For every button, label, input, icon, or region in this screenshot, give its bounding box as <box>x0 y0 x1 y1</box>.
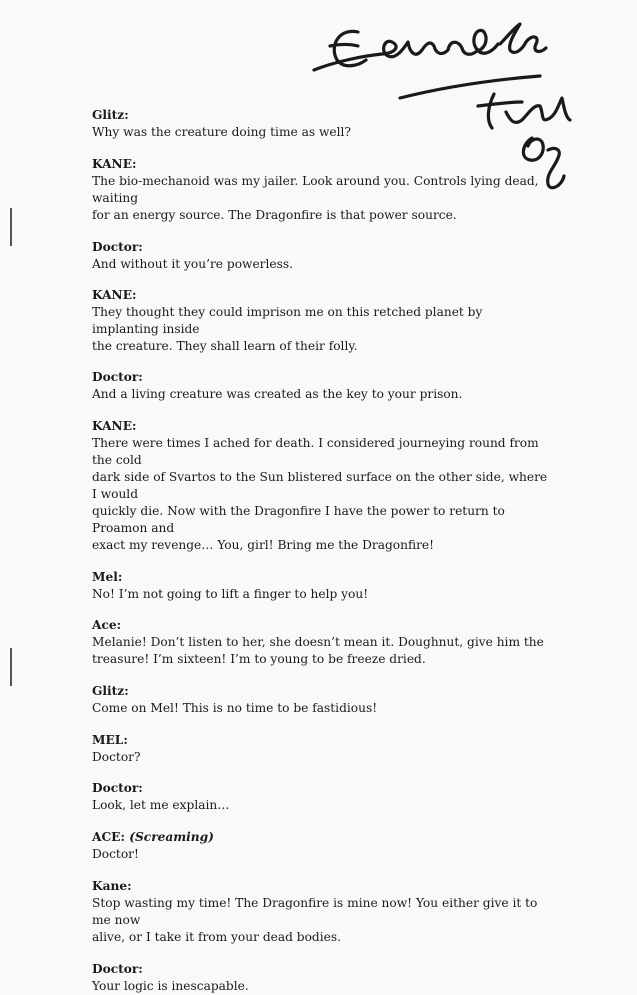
dialogue-block <box>92 732 552 766</box>
speaker-label: Ace: <box>92 618 122 632</box>
speaker-label: KANE: <box>92 288 137 302</box>
speaker-label: Mel: <box>92 570 123 584</box>
speaker-label: Kane: <box>92 879 132 893</box>
dialogue-block <box>92 156 552 224</box>
dialogue-block <box>92 829 552 863</box>
dialogue-block <box>92 239 552 273</box>
dialogue-block <box>92 287 552 355</box>
dialogue-block <box>92 369 552 403</box>
dialogue-line: Melanie! Don’t listen to her, she doesn’t mean it. Doughnut, give him the <box>92 635 544 649</box>
speaker-label: Doctor: <box>92 240 143 254</box>
dialogue-line: quickly die. Now with the Dragonfire I have the power to return to Proamon and <box>92 504 505 535</box>
speaker-name <box>92 780 552 797</box>
speaker-name <box>92 569 552 586</box>
speaker-name <box>92 617 552 634</box>
dialogue-block <box>92 569 552 603</box>
dialogue-line: alive, or I take it from your dead bodies. <box>92 930 341 944</box>
dialogue-line: the creature. They shall learn of their folly. <box>92 339 358 353</box>
dialogue-line: They thought they could imprison me on this retched planet by implanting inside <box>92 305 483 336</box>
dialogue-block <box>92 961 552 995</box>
dialogue-line: No! I’m not going to lift a finger to help you! <box>92 587 369 601</box>
stage-direction: (Screaming) <box>129 830 214 844</box>
dialogue-line: Come on Mel! This is no time to be fastidious! <box>92 701 378 715</box>
dialogue-block <box>92 418 552 554</box>
dialogue-line: Doctor! <box>92 847 139 861</box>
dialogue-block <box>92 107 552 141</box>
binding-mark <box>10 648 12 686</box>
speaker-label: Doctor: <box>92 781 143 795</box>
speaker-name <box>92 829 552 846</box>
dialogue-line: Look, let me explain… <box>92 798 230 812</box>
dialogue-line: Stop wasting my time! The Dragonfire is mine now! You either give it to me now <box>92 896 538 927</box>
dialogue-line: The bio-mechanoid was my jailer. Look around you. Controls lying dead, waiting <box>92 174 539 205</box>
speaker-name <box>92 878 552 895</box>
dialogue-block <box>92 617 552 668</box>
dialogue-line: exact my revenge… You, girl! Bring me the Dragonfire! <box>92 538 435 552</box>
dialogue-line: Doctor? <box>92 750 141 764</box>
speaker-name <box>92 732 552 749</box>
dialogue-line: There were times I ached for death. I considered journeying round from the cold <box>92 436 539 467</box>
speaker-label: Glitz: <box>92 108 129 122</box>
dialogue-block <box>92 683 552 717</box>
dialogue-line: And a living creature was created as the key to your prison. <box>92 387 463 401</box>
script-body <box>92 92 552 995</box>
speaker-label: ACE: <box>92 830 125 844</box>
speaker-name <box>92 369 552 386</box>
dialogue-line: Your logic is inescapable. <box>92 979 249 993</box>
speaker-label: Glitz: <box>92 684 129 698</box>
speaker-name <box>92 683 552 700</box>
dialogue-line: And without it you’re powerless. <box>92 257 293 271</box>
dialogue-line: dark side of Svartos to the Sun blistered surface on the other side, where I would <box>92 470 548 501</box>
dialogue-line: for an energy source. The Dragonfire is that power source. <box>92 208 457 222</box>
speaker-label: KANE: <box>92 419 137 433</box>
dialogue-line: treasure! I’m sixteen! I’m to young to be freeze dried. <box>92 652 426 666</box>
binding-mark <box>10 208 12 246</box>
speaker-name <box>92 107 552 124</box>
speaker-name <box>92 287 552 304</box>
speaker-label: Doctor: <box>92 370 143 384</box>
dialogue-block <box>92 878 552 946</box>
speaker-label: MEL: <box>92 733 128 747</box>
speaker-name <box>92 239 552 256</box>
speaker-name <box>92 156 552 173</box>
speaker-name <box>92 418 552 435</box>
speaker-name <box>92 961 552 978</box>
speaker-label: KANE: <box>92 157 137 171</box>
dialogue-block <box>92 780 552 814</box>
dialogue-line: Why was the creature doing time as well? <box>92 125 351 139</box>
speaker-label: Doctor: <box>92 962 143 976</box>
